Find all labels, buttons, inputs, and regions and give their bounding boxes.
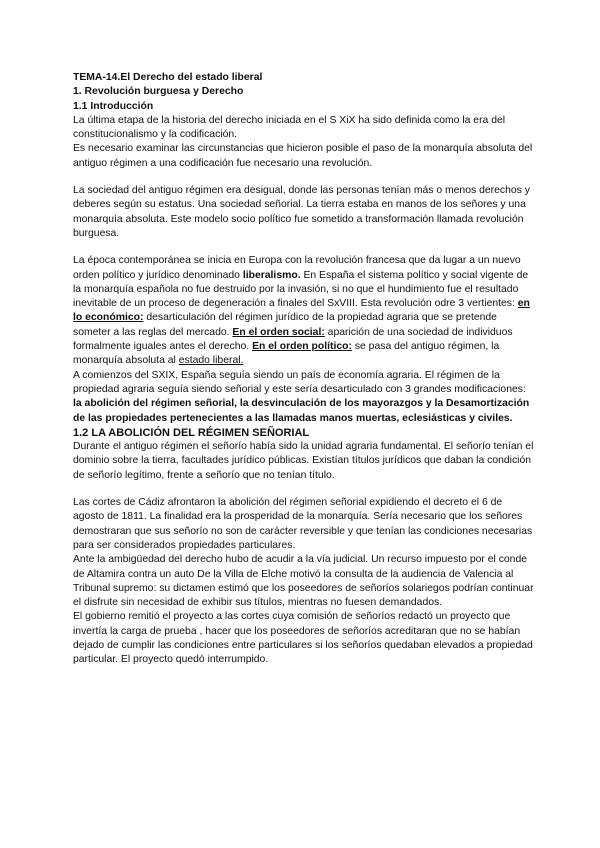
- term-liberalismo: liberalismo.: [242, 269, 301, 281]
- term-politico: En el orden político:: [252, 341, 352, 353]
- term-estado-liberal: estado liberal.: [178, 355, 244, 367]
- text-run: aparición de una sociedad de individuos formalmente iguales antes el derecho.: [73, 326, 513, 353]
- paragraph: Ante la ambigüedad del derecho hubo de acudir a la vía judicial. Un recurso impuesto por el conde de Altamira contra un auto De la Villa de Elche motivó la consulta de la audiencia de Valencia al Tribunal supremo: su dictamen estimó que los poseedores de señoríos solariegos podrían continuar el disfrute sin necesidad de exhibir sus títulos, mientras no fuesen demandados.: [73, 554, 534, 609]
- paragraph: Es necesario examinar las circunstancias que hicieron posible el paso de la monarquía absoluta del antiguo régimen a una codificación fue necesario una revolución.: [73, 143, 533, 169]
- paragraph: Durante el antiguo régimen el señorío había sido la unidad agraria fundamental. El señorío tenían el dominio sobre la tierra, facultades jurídico públicas. Existían títulos jurídicos que daban la condición de señorío legítimo, frente a señorío que no tenían título.: [73, 441, 534, 481]
- paragraph: Las cortes de Cádiz afrontaron la abolición del régimen señorial expidiendo el decreto el 6 de agosto de 1811. La finalidad era la prosperidad de la monarquía. Sería necesario que los señores demostraran que sus señorío no son de carácter reversible y que tenían las condiciones necesarias para ser considerados propiedades particulares.: [73, 497, 533, 551]
- section-heading-1: 1. Revolución burguesa y Derecho: [73, 86, 244, 98]
- text-run: La época contemporánea se inicia en Europa con la revolución francesa que da lugar a un nuevo orden político y jurídico denominado: [73, 255, 521, 281]
- paragraph: La sociedad del antiguo régimen era desigual, donde las personas tenían más o menos derechos y deberes según su estatus. Una sociedad señorial. La tierra estaba en manos de los señores y una monarquía absoluta. Este modelo socio político fue sometido a transformación llamada revolución burguesa.: [73, 185, 530, 239]
- term-economico: en lo económico:: [73, 298, 530, 324]
- document-title: TEMA-14.El Derecho del estado liberal: [73, 72, 263, 83]
- subsection-heading-1-1: 1.1 Introducción: [73, 100, 154, 112]
- document-body: [73, 71, 535, 668]
- text-run: se pasa del antiguo régimen, la monarquía absoluta al: [73, 341, 500, 367]
- paragraph-modificaciones: [73, 369, 535, 426]
- section-heading-1-2: 1.2 LA ABOLICIÓN DEL RÉGIMEN SEÑORIAL: [73, 426, 310, 439]
- term-social: En el orden social:: [232, 326, 325, 338]
- text-run: A comienzos del SXIX, España seguía siendo un país de economía agraria. El régimen de la propiedad agraria seguía siendo señorial y este sería desarticulado con 3 grandes modificaciones:: [73, 369, 526, 395]
- modificaciones-list: la abolición del régimen señorial, la desvinculación de los mayorazgos y la Desamortización de las propiedades pertenecientes a las llamadas manos muertas, eclesiásticas y civiles.: [73, 398, 530, 424]
- paragraph-liberalismo: [73, 254, 535, 368]
- text-run: En España el sistema político y social vigente de la monarquía española no fue destruido por la invasión, si no que el hundimiento fue el resultado inevitable de un proceso de degeneración a finales del SxVIII. Esta revolución odre 3 vertientes:: [73, 269, 529, 310]
- text-run: desarticulación del régimen jurídico de la propiedad agraria que se pretende someter a las reglas del mercado.: [73, 312, 497, 338]
- paragraph: El gobierno remitió el proyecto a las cortes cuya comisión de señoríos redactó un proyecto que invertía la carga de prueba , hacer que los poseedores de señoríos acreditaran que no se habían dejado de cumplir las condiciones entre particulares si los señoríos quedaban elevados a propiedad particular. El proyecto quedó interrumpido.: [73, 611, 533, 666]
- paragraph: La última etapa de la historia del derecho iniciada en el S XiX ha sido definida como la era del constitucionalismo y la codificación.: [73, 114, 506, 141]
